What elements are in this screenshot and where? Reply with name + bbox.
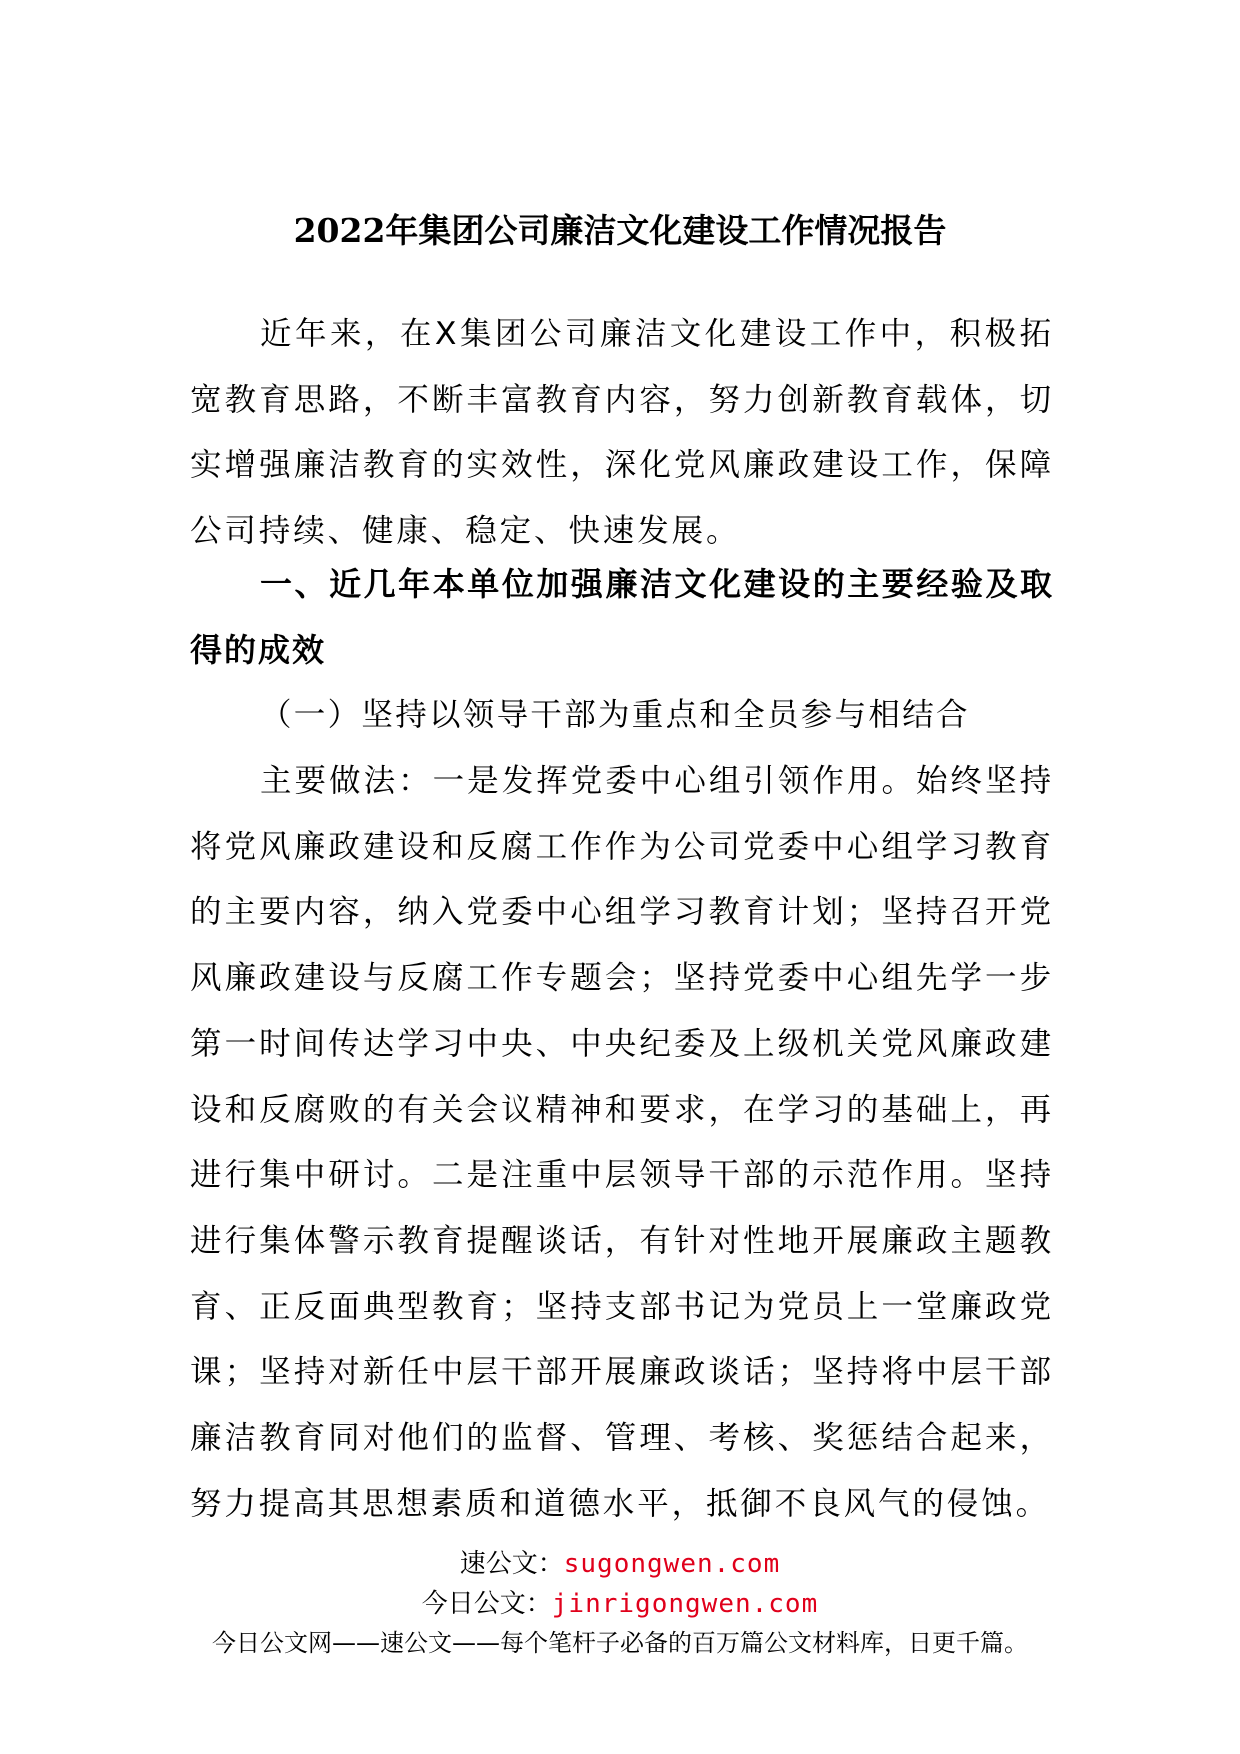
footer-slogan: 今日公文网——速公文——每个笔杆子必备的百万篇公文材料库，日更千篇。 [212,1629,1028,1657]
footer-jinrigongwen-label: 今日公文： [421,1589,552,1619]
subsection-body-paragraph: 主要做法：一是发挥党委中心组引领作用。始终坚持将党风廉政建设和反腐工作作为公司党委中心组学习教育的主要内容，纳入党委中心组学习教育计划；坚持召开党风廉政建设与反腐工作专题会；坚持党委中心组先学一步第一时间传达学习中央、中央纪委及上级机关党风廉政建设和反腐败的有关会议精神和要求，在学习的基础上，再进行集中研讨。二是注重中层领导干部的示范作用。坚持进行集体警示教育提醒谈话，有针对性地开展廉政主题教育、正反面典型教育；坚持支部书记为党员上一堂廉政党课；坚持对新任中层干部开展廉政谈话；坚持将中层干部廉洁教育同对他们的监督、管理、考核、奖惩结合起来，努力提高其思想素质和道德水平，抵御不良风气的侵蚀。 [190,763,1054,1522]
intro-paragraph: 近年来，在X集团公司廉洁文化建设工作中，积极拓宽教育思路，不断丰富教育内容，努力创新教育载体，切实增强廉洁教育的实效性，深化党风廉政建设工作，保障公司持续、健康、稳定、快速发展。 [190,316,1054,550]
footer-jinrigongwen-link[interactable]: jinrigongwen.com [551,1589,819,1619]
section-heading: 一、近几年本单位加强廉洁文化建设的主要经验及取得的成效 [190,565,1054,669]
footer-jinrigongwen-line [0,1583,1240,1620]
footer-sugongwen-label: 速公文： [459,1549,564,1579]
subsection-heading: （一）坚持以领导干部为重点和全员参与相结合 [260,697,970,733]
footer-sugongwen-line [0,1543,1240,1580]
footer-sugongwen-link[interactable]: sugongwen.com [563,1549,781,1579]
document-title: 2022年集团公司廉洁文化建设工作情况报告 [293,211,947,250]
